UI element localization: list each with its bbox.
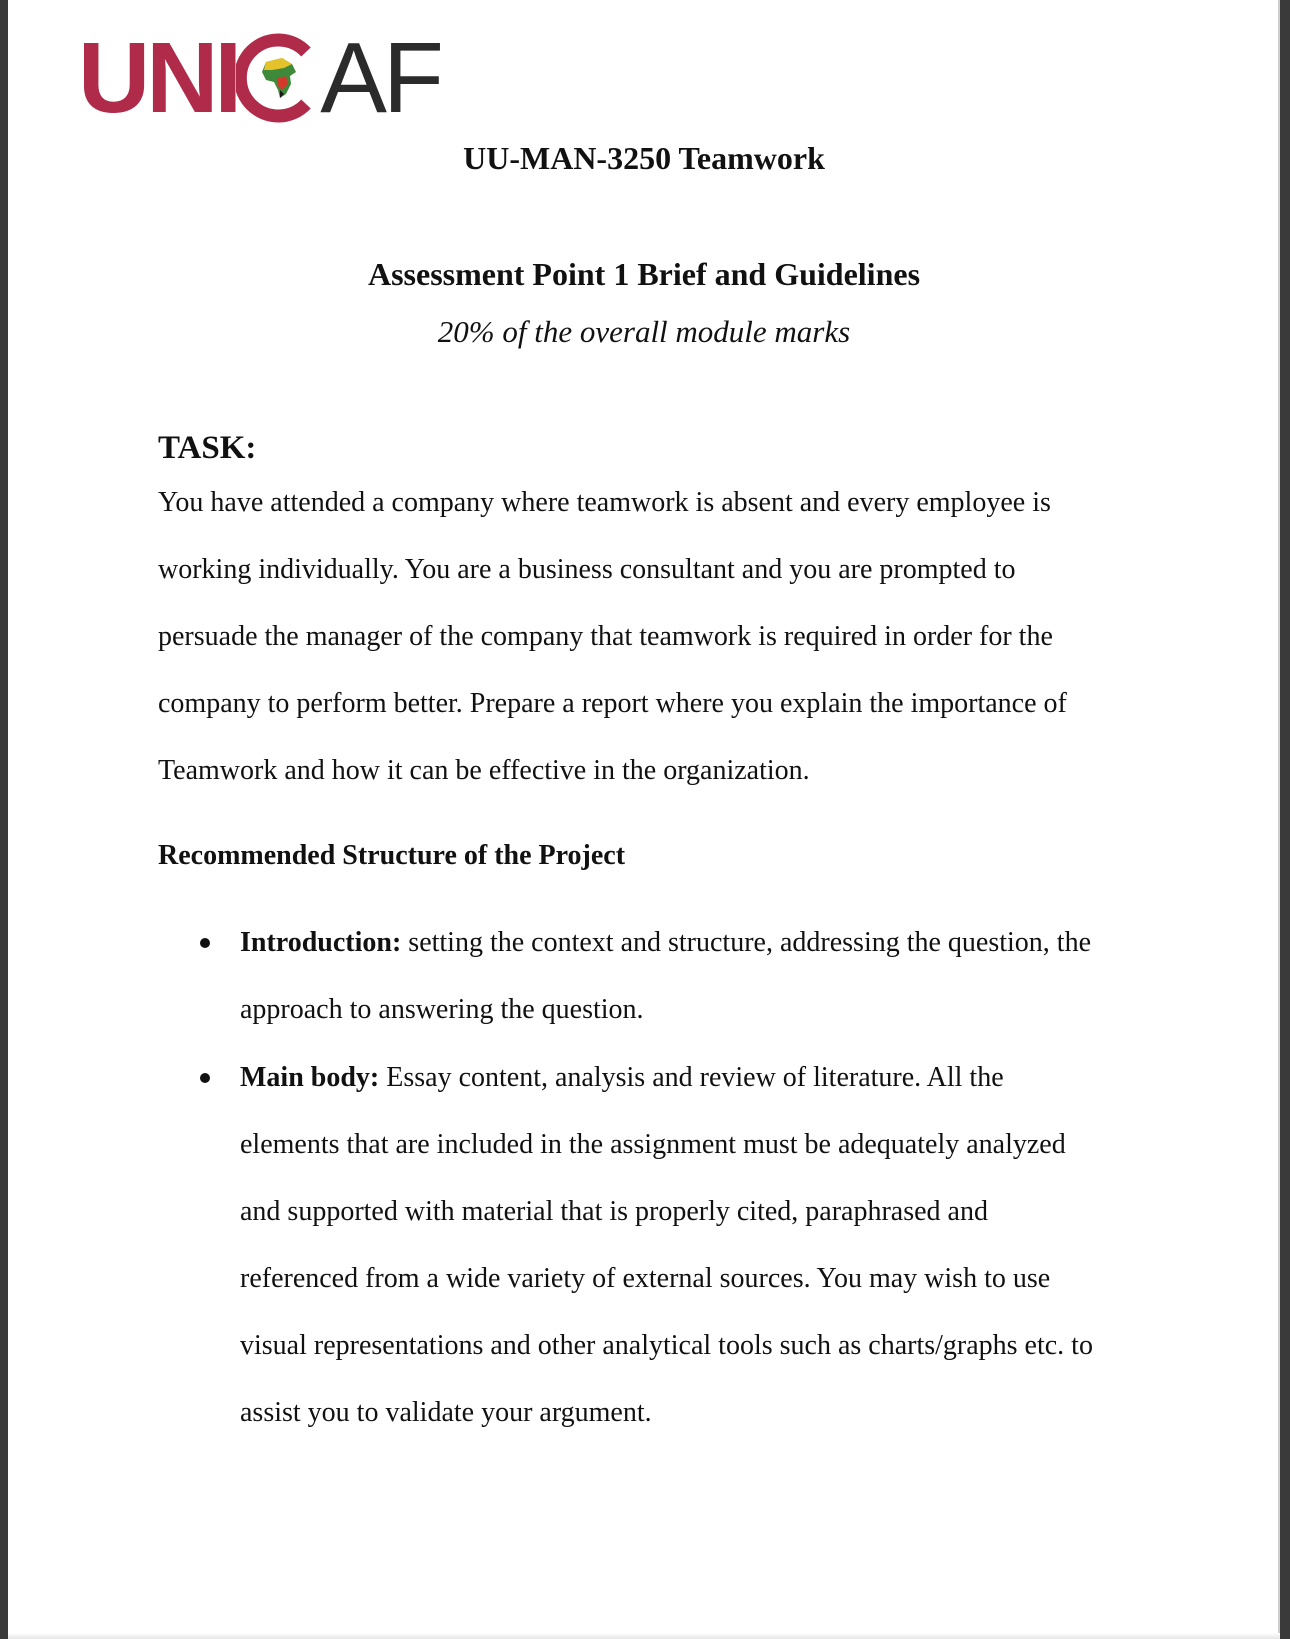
bullet-icon — [200, 1073, 210, 1083]
logo-text-uni: UNI — [78, 22, 239, 134]
task-line: working individually. You are a business consultant and you are prompted to — [158, 554, 1016, 585]
list-item-label: Main body: — [240, 1062, 380, 1093]
weight-note: 20% of the overall module marks — [437, 314, 851, 349]
structure-heading: Recommended Structure of the Project — [158, 840, 626, 871]
task-line: Teamwork and how it can be effective in the organization. — [158, 755, 810, 786]
list-item-label: Introduction: — [240, 927, 402, 958]
list-item-introduction — [158, 926, 1158, 1060]
list-item-text: setting the context and structure, addressing the question, the — [401, 927, 1092, 958]
africa-map-icon — [236, 32, 322, 124]
list-item-line: referenced from a wide variety of external sources. You may wish to use — [240, 1263, 1051, 1294]
list-item-line: approach to answering the question. — [240, 994, 644, 1025]
brief-title: Assessment Point 1 Brief and Guidelines — [367, 256, 921, 292]
list-item-text: Essay content, analysis and review of literature. All the — [379, 1062, 1004, 1093]
task-line: You have attended a company where teamwork is absent and every employee is — [158, 487, 1051, 518]
list-item-line: and supported with material that is properly cited, paraphrased and — [240, 1196, 988, 1227]
task-line: persuade the manager of the company that teamwork is required in order for the — [158, 621, 1053, 652]
bullet-icon — [200, 938, 210, 948]
list-item-main-body — [158, 1061, 1158, 1463]
page-edge — [8, 1633, 1280, 1639]
list-item-line: visual representations and other analytical tools such as charts/graphs etc. to — [240, 1330, 1093, 1361]
list-item-line: assist you to validate your argument. — [240, 1397, 652, 1428]
list-item-line: elements that are included in the assignment must be adequately analyzed — [240, 1129, 1066, 1160]
task-heading: TASK: — [158, 430, 257, 466]
task-paragraph — [158, 486, 1158, 821]
document-page — [8, 0, 1280, 1639]
course-title: UU-MAN-3250 Teamwork — [463, 140, 825, 176]
unicaf-logo — [78, 22, 441, 134]
logo-text-af: AF — [320, 22, 441, 134]
list-item-line — [240, 1061, 1158, 1128]
list-item-line — [240, 926, 1158, 993]
task-line: company to perform better. Prepare a report where you explain the importance of — [158, 688, 1067, 719]
